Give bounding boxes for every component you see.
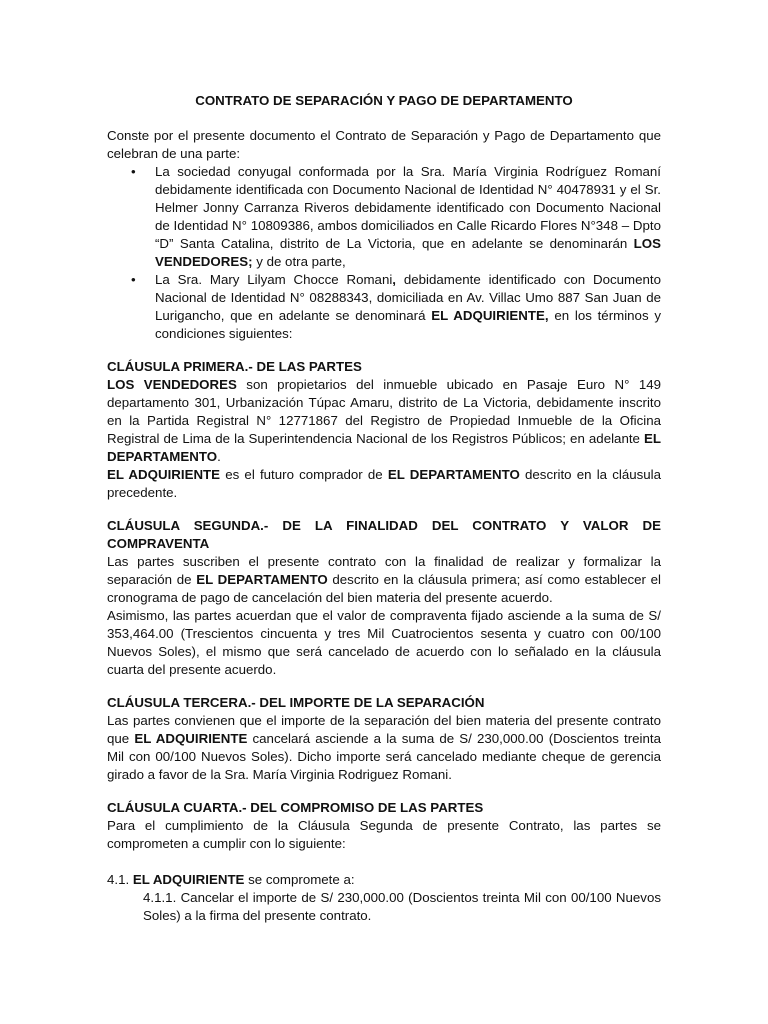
list-item: • La Sra. Mary Lilyam Chocce Romani, debidamente identificado con Documento Nacional de Identidad N° 08288343, domiciliada en Av. Villac Umo 887 San Juan de Lurigancho, que en adelante se denominará EL ADQUIRIENTE, en los términos y condiciones siguientes: [131, 272, 661, 341]
intro-paragraph: Conste por el presente documento el Contrato de Separación y Pago de Departamento que celebran de una parte: [107, 128, 661, 161]
clause-item: 4.1. EL ADQUIRIENTE se compromete a: [107, 872, 355, 887]
clause-subitem: 4.1.1. Cancelar el importe de S/ 230,000.00 (Doscientos treinta Mil con 00/100 Nuevos Soles) a la firma del presente contrato. [143, 890, 661, 923]
contract-page [107, 92, 661, 925]
bullet-icon: • [131, 272, 136, 287]
bullet-icon: • [131, 164, 136, 179]
clause-heading: CLÁUSULA PRIMERA.- DE LAS PARTES [107, 359, 362, 374]
clause-paragraph: Asimismo, las partes acuerdan que el valor de compraventa fijado asciende a la suma de S/ 353,464.00 (Trescientos cincuenta y tres Mil Cuatrocientos sesenta y cuatro con 00/100 Nuevos Soles), el mismo que será cancelado de acuerdo con lo señalado en la cláusula cuarta del presente acuerdo. [107, 608, 661, 677]
list-item: • La sociedad conyugal conformada por la Sra. María Virginia Rodríguez Romaní debidamente identificada con Documento Nacional de Identidad N° 40478931 y el Sr. Helmer Jonny Carranza Riveros debidamente identificado con Documento Nacional de Identidad N° 10809386, ambos domiciliados en Calle Ricardo Flores N°348 – Dpto “D” Santa Catalina, distrito de La Victoria, que en adelante se denominarán LOS VENDEDORES; y de otra parte, [131, 164, 661, 269]
clause-paragraph: Para el cumplimiento de la Cláusula Segunda de presente Contrato, las partes se comprometen a cumplir con lo siguiente: [107, 818, 661, 851]
clause-heading: CLÁUSULA TERCERA.- DEL IMPORTE DE LA SEPARACIÓN [107, 695, 485, 710]
clause-paragraph: Las partes suscriben el presente contrato con la finalidad de realizar y formalizar la separación de EL DEPARTAMENTO descrito en la cláusula primera; así como establecer el cronograma de pago de cancelación del bien materia del presente acuerdo. [107, 554, 662, 605]
clause-paragraph: Las partes convienen que el importe de la separación del bien materia del presente contrato que EL ADQUIRIENTE cancelará asciende a la suma de S/ 230,000.00 (Doscientos treinta Mil con 00/100 Nuevos Soles). Dicho importe será cancelado mediante cheque de gerencia girado a favor de la Sra. María Virginia Rodriguez Romani. [107, 713, 661, 782]
clause-paragraph: LOS VENDEDORES son propietarios del inmueble ubicado en Pasaje Euro N° 149 departamento 301, Urbanización Túpac Amaru, distrito de La Victoria, debidamente inscrito en la Partida Registral N° 12771867 del Registro de Propiedad Inmueble de la Oficina Registral de Lima de la Superintendencia Nacional de los Registros Públicos; en adelante EL DEPARTAMENTO. [107, 377, 661, 464]
clause-paragraph: EL ADQUIRIENTE es el futuro comprador de EL DEPARTAMENTO descrito en la cláusula precedente. [107, 467, 662, 500]
parties-list [107, 163, 661, 343]
clause-heading: CLÁUSULA CUARTA.- DEL COMPROMISO DE LAS PARTES [107, 800, 484, 815]
document-title: CONTRATO DE SEPARACIÓN Y PAGO DE DEPARTAMENTO [195, 93, 573, 108]
clause-heading: CLÁUSULA SEGUNDA.- DE LA FINALIDAD DEL CONTRATO Y VALOR DE COMPRAVENTA [107, 518, 661, 551]
